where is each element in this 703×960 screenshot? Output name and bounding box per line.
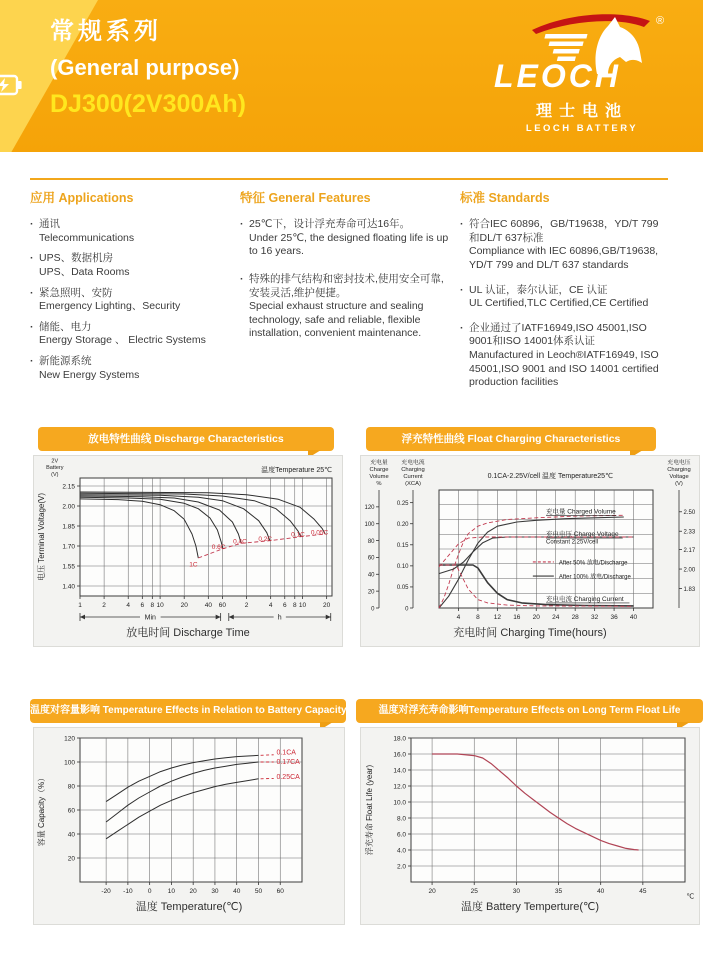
svg-text:4: 4 (126, 602, 131, 609)
svg-text:4: 4 (456, 614, 461, 621)
svg-text:充电电压: 充电电压 (667, 460, 691, 466)
temp-capacity-xaxis-label: 温度 Temperature(℃) (135, 901, 243, 913)
svg-text:30: 30 (512, 888, 521, 895)
svg-text:(XCA): (XCA) (405, 481, 421, 487)
standards-heading: 标准 Standards (460, 191, 550, 205)
svg-text:0.25: 0.25 (396, 500, 409, 507)
standards-section (460, 188, 668, 401)
svg-text:12.0: 12.0 (393, 783, 406, 791)
svg-text:0.10: 0.10 (396, 564, 409, 571)
svg-text:6: 6 (282, 602, 287, 609)
logo-cn-text: 理士电池 (535, 103, 628, 120)
svg-text:6.0: 6.0 (396, 831, 406, 839)
svg-text:(V): (V) (51, 471, 59, 478)
svg-text:2.0: 2.0 (396, 863, 406, 871)
svg-text:(V): (V) (675, 481, 683, 487)
logo-swoosh (532, 14, 650, 34)
battery-icon (0, 72, 22, 98)
svg-text:40: 40 (233, 888, 241, 895)
svg-text:浮充寿命 Float Life (year): 浮充寿命 Float Life (year) (365, 764, 374, 856)
svg-text:电压 Terminal Voltage(V): 电压 Terminal Voltage(V) (37, 492, 46, 582)
features-list (240, 218, 454, 341)
svg-text:60: 60 (67, 807, 75, 815)
svg-text:充电电流 Charging Current: 充电电流 Charging Current (546, 595, 624, 603)
svg-text:充电量: 充电量 (370, 460, 388, 466)
svg-text:8: 8 (476, 614, 480, 621)
temp-capacity-chart-card (33, 727, 345, 925)
svg-text:2.00: 2.00 (62, 503, 75, 511)
svg-text:16.0: 16.0 (393, 751, 406, 759)
float-charging-chart-banner: 浮充特性曲线 Float Charging Characteristics (366, 427, 656, 451)
svg-text:6: 6 (140, 602, 145, 609)
svg-text:充电电流: 充电电流 (401, 460, 425, 466)
svg-text:14.0: 14.0 (393, 767, 406, 775)
float-charging-chart-canvas (361, 456, 701, 626)
svg-text:20: 20 (367, 589, 375, 596)
temp-capacity-chart-banner: 温度对容量影响 Temperature Effects in Relation to Battery Capacity (30, 699, 346, 723)
svg-text:20: 20 (189, 888, 197, 895)
svg-text:0.05C: 0.05C (310, 529, 329, 537)
svg-text:20: 20 (180, 602, 188, 609)
svg-text:0.15: 0.15 (396, 543, 409, 550)
svg-text:80: 80 (367, 538, 375, 545)
svg-text:0.17CA: 0.17CA (276, 758, 300, 766)
discharge-chart-card (33, 455, 343, 647)
svg-text:40: 40 (597, 888, 605, 895)
svg-text:100: 100 (64, 759, 75, 767)
svg-text:20: 20 (428, 888, 436, 895)
svg-text:30: 30 (211, 888, 219, 895)
svg-text:20: 20 (323, 602, 331, 609)
svg-text:4: 4 (268, 602, 273, 609)
svg-text:1.55: 1.55 (62, 563, 75, 571)
svg-text:28: 28 (571, 614, 579, 621)
svg-text:充电量 Charged Volume: 充电量 Charged Volume (546, 508, 616, 516)
svg-text:32: 32 (591, 614, 599, 621)
list-item: · UL 认证，泰尔认证，CE 认证 UL Certified,TLC Certified,CE Certified (460, 284, 668, 311)
title-block (50, 20, 246, 117)
leoch-logo-graphic (490, 8, 674, 92)
svg-text:20: 20 (67, 855, 75, 863)
temp-float-life-xaxis-label: 温度 Battery Temperture(℃) (460, 901, 600, 913)
discharge-chart-canvas (34, 456, 344, 626)
svg-text:16: 16 (513, 614, 521, 621)
float-charging-xaxis-label: 充电时间 Charging Time(hours) (453, 627, 607, 639)
svg-text:60: 60 (276, 888, 284, 895)
svg-text:After 50% 放电/Discharge: After 50% 放电/Discharge (558, 560, 628, 567)
svg-text:0.6C: 0.6C (211, 543, 226, 551)
svg-text:2: 2 (244, 602, 249, 609)
svg-text:Voltage: Voltage (669, 474, 689, 480)
svg-text:10: 10 (298, 602, 307, 609)
svg-text:4.0: 4.0 (396, 847, 406, 855)
svg-text:40: 40 (67, 831, 75, 839)
float-charging-chart-card (360, 455, 700, 647)
list-item: · 25℃下，设计浮充寿命可达16年。 Under 25℃, the designed floating life is up to 16 years. (240, 218, 454, 259)
svg-text:1: 1 (78, 602, 82, 609)
svg-text:10: 10 (167, 888, 176, 895)
svg-text:容量 Capacity（%）: 容量 Capacity（%） (37, 773, 46, 847)
discharge-xaxis-label: 放电时间 Discharge Time (126, 627, 250, 639)
svg-text:%: % (376, 481, 382, 487)
svg-text:0.1CA-2.25V/cell 温度 Temperatu: 0.1CA-2.25V/cell 温度 Temperature25℃ (487, 473, 613, 481)
svg-text:40: 40 (629, 614, 638, 621)
section-divider (30, 178, 668, 180)
list-item: · 通讯 Telecommunications (30, 218, 230, 245)
list-item: · 特殊的排气结构和密封技术,使用安全可靠,安装灵活,维护便捷。 Special exhaust structure and sealing technology, safe and reliable, flexible installation, convenient maintenance. (240, 273, 454, 341)
svg-text:18.0: 18.0 (393, 735, 406, 743)
list-item: · UPS、数据机房 UPS、Data Rooms (30, 252, 230, 279)
svg-text:Battery: Battery (46, 465, 64, 472)
svg-text:2V: 2V (51, 458, 59, 465)
list-item: · 符合IEC 60896，GB/T19638，YD/T 799和DL/T 637标准 Compliance with IEC 60896,GB/T19638, YD/T 799 and DL/T 637 standards (460, 218, 668, 273)
svg-text:-10: -10 (123, 888, 133, 895)
svg-text:8: 8 (150, 602, 155, 609)
logo-speed-lines (539, 34, 588, 61)
svg-text:0.05: 0.05 (396, 585, 409, 592)
svg-text:25: 25 (470, 888, 478, 895)
svg-text:Charging: Charging (667, 467, 691, 473)
logo-wordmark: LEOCH (494, 58, 621, 92)
discharge-chart-banner: 放电特性曲线 Discharge Characteristics (38, 427, 334, 451)
svg-text:After 100% 放电/Discharge: After 100% 放电/Discharge (558, 574, 631, 581)
list-item: · 企业通过了IATF16949,ISO 45001,ISO 9001和ISO 14001体系认证 Manufactured in Leoch®IATF16949, ISO 45001,ISO 9001 and ISO 14001 certified production facilities (460, 322, 668, 390)
svg-text:120: 120 (64, 735, 75, 743)
model-title: DJ300(2V300Ah) (50, 90, 246, 118)
svg-text:50: 50 (254, 888, 263, 895)
svg-text:60: 60 (367, 555, 375, 562)
svg-text:Volume: Volume (369, 474, 389, 480)
features-heading: 特征 General Features (240, 191, 371, 205)
svg-text:36: 36 (610, 614, 618, 621)
svg-text:Min: Min (144, 614, 156, 622)
header (0, 0, 703, 152)
svg-text:2.50: 2.50 (683, 510, 696, 517)
svg-text:0.4C: 0.4C (233, 538, 247, 546)
svg-text:0.1C: 0.1C (291, 531, 305, 539)
svg-text:2: 2 (102, 602, 106, 609)
registered-mark: ® (656, 15, 665, 27)
svg-text:充电电压 Charge Voltage: 充电电压 Charge Voltage (546, 531, 619, 539)
leoch-logo (487, 8, 677, 134)
svg-text:60: 60 (218, 602, 227, 609)
features-section (240, 188, 454, 355)
temp-float-life-chart-card (360, 727, 700, 925)
series-title-zh: 常规系列 (50, 18, 162, 45)
svg-text:温度Temperature 25℃: 温度Temperature 25℃ (261, 467, 332, 475)
svg-text:10.0: 10.0 (393, 799, 406, 807)
svg-text:Charge: Charge (369, 467, 389, 473)
temp-capacity-chart-canvas (34, 728, 346, 900)
logo-en-text: LEOCH BATTERY (525, 123, 639, 134)
standards-list (460, 218, 668, 390)
svg-text:0: 0 (371, 606, 375, 613)
svg-text:0.20: 0.20 (396, 522, 409, 529)
svg-text:0.2C: 0.2C (258, 536, 273, 544)
svg-text:35: 35 (554, 888, 563, 895)
svg-text:℃: ℃ (686, 893, 695, 900)
svg-text:0: 0 (147, 888, 152, 895)
svg-text:100: 100 (364, 522, 375, 529)
svg-text:1.85: 1.85 (62, 523, 75, 531)
svg-text:0.1CA: 0.1CA (276, 749, 296, 757)
svg-text:0: 0 (405, 606, 409, 613)
svg-text:2.15: 2.15 (62, 483, 75, 491)
svg-text:2.33: 2.33 (683, 529, 696, 536)
svg-text:1.70: 1.70 (62, 543, 75, 551)
svg-text:h: h (277, 614, 282, 622)
temp-float-life-chart-canvas (361, 728, 701, 900)
list-item: · 新能源系统 New Energy Systems (30, 355, 230, 382)
svg-text:2.00: 2.00 (683, 567, 696, 574)
svg-text:-20: -20 (101, 888, 111, 895)
svg-text:Constant 2.25V/cell: Constant 2.25V/cell (546, 539, 599, 546)
svg-text:1C: 1C (189, 561, 198, 569)
svg-text:20: 20 (532, 614, 540, 621)
series-title-en: (General purpose) (50, 55, 240, 80)
applications-heading: 应用 Applications (30, 191, 134, 205)
svg-text:40: 40 (204, 602, 212, 609)
svg-text:12: 12 (493, 614, 501, 621)
applications-list (30, 218, 230, 382)
svg-text:0.25CA: 0.25CA (276, 774, 300, 782)
applications-section (30, 188, 230, 389)
list-item: · 紧急照明、安防 Emergency Lighting、Security (30, 287, 230, 314)
svg-text:8.0: 8.0 (396, 815, 406, 823)
svg-text:40: 40 (367, 572, 375, 579)
svg-text:45: 45 (639, 888, 647, 895)
svg-text:1.40: 1.40 (62, 583, 75, 591)
svg-text:10: 10 (156, 602, 164, 609)
svg-text:120: 120 (364, 505, 375, 512)
svg-text:80: 80 (67, 783, 75, 791)
temp-float-life-chart-banner: 温度对浮充寿命影响Temperature Effects on Long Term Float Life (356, 699, 703, 723)
svg-text:Current: Current (403, 474, 423, 480)
list-item: · 储能、电力 Energy Storage 、 Electric Systems (30, 321, 230, 348)
svg-text:1.83: 1.83 (683, 586, 696, 593)
svg-text:8: 8 (292, 602, 297, 609)
svg-text:24: 24 (552, 614, 560, 621)
svg-text:Charging: Charging (401, 467, 425, 473)
svg-text:2.17: 2.17 (683, 547, 696, 554)
